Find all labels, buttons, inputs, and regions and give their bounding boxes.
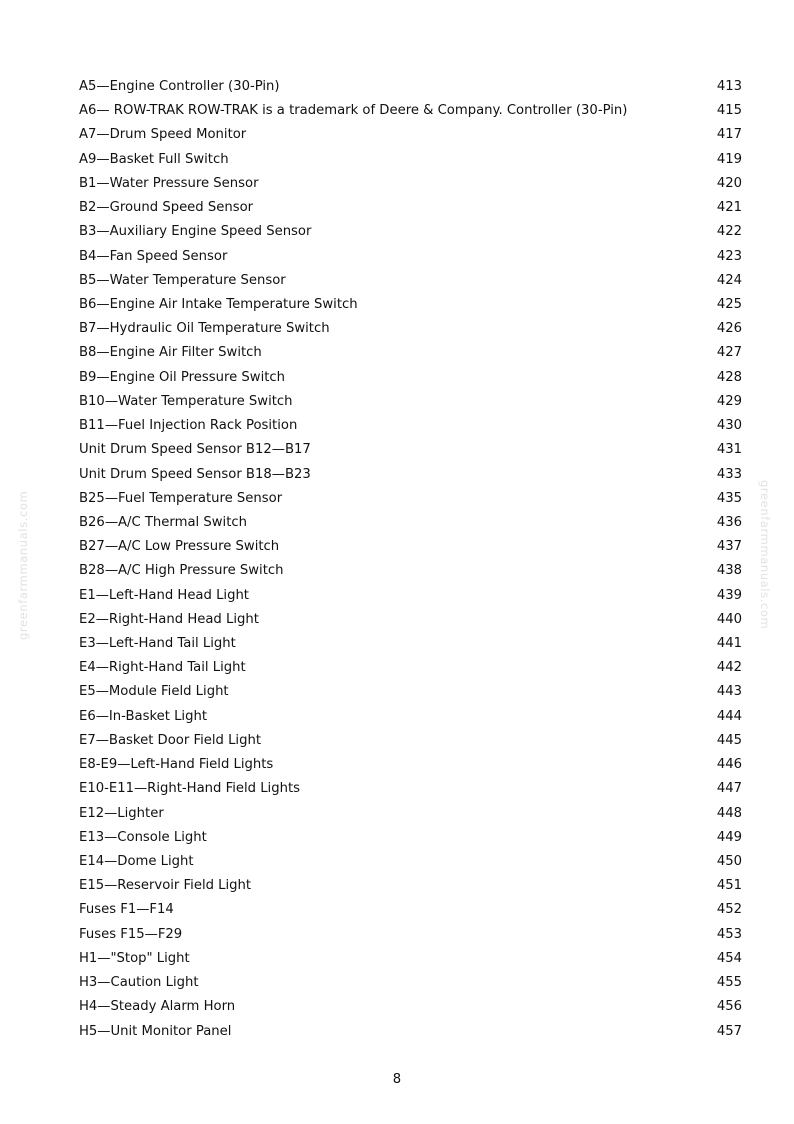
toc-entry-title: Fuses F1—F14 xyxy=(79,902,174,918)
toc-entry[interactable] xyxy=(79,584,742,608)
toc-entry-page-number: 431 xyxy=(716,442,742,458)
toc-entry-page-number: 448 xyxy=(716,805,742,821)
toc-entry[interactable] xyxy=(79,438,742,462)
toc-entry[interactable] xyxy=(79,559,742,583)
toc-entry[interactable] xyxy=(79,196,742,220)
toc-entry[interactable] xyxy=(79,414,742,438)
toc-entry[interactable] xyxy=(79,971,742,995)
toc-entry[interactable] xyxy=(79,680,742,704)
toc-entry-title: B6—Engine Air Intake Temperature Switch xyxy=(79,296,358,312)
toc-entry[interactable] xyxy=(79,535,742,559)
toc-entry[interactable] xyxy=(79,293,742,317)
toc-entry-title: B2—Ground Speed Sensor xyxy=(79,200,254,216)
toc-entry[interactable] xyxy=(79,826,742,850)
toc-entry-title: B1—Water Pressure Sensor xyxy=(79,175,259,191)
toc-entry-title: E4—Right-Hand Tail Light xyxy=(79,660,246,676)
toc-entry-page-number: 426 xyxy=(716,321,742,337)
toc-entry[interactable] xyxy=(79,705,742,729)
toc-entry-page-number: 435 xyxy=(716,490,742,506)
toc-entry-title: B10—Water Temperature Switch xyxy=(79,393,293,409)
toc-entry-title: B25—Fuel Temperature Sensor xyxy=(79,490,283,506)
watermark-right: greenfarmmanuals.com xyxy=(758,480,772,630)
toc-entry-page-number: 446 xyxy=(716,757,742,773)
toc-entry-title: B9—Engine Oil Pressure Switch xyxy=(79,369,286,385)
toc-entry-page-number: 419 xyxy=(716,151,742,167)
toc-entry[interactable] xyxy=(79,487,742,511)
toc-entry-title: A7—Drum Speed Monitor xyxy=(79,127,247,143)
toc-entry[interactable] xyxy=(79,729,742,753)
toc-entry[interactable] xyxy=(79,390,742,414)
toc-entry[interactable] xyxy=(79,99,742,123)
toc-entry-title: E10-E11—Right-Hand Field Lights xyxy=(79,781,300,797)
page-number: 8 xyxy=(392,1072,402,1087)
toc-entry[interactable] xyxy=(79,463,742,487)
toc-entry[interactable] xyxy=(79,148,742,172)
toc-entry-page-number: 442 xyxy=(716,660,742,676)
toc-entry-page-number: 413 xyxy=(716,79,742,94)
toc-entry-title: B26—A/C Thermal Switch xyxy=(79,514,247,530)
toc-entry-page-number: 454 xyxy=(716,950,742,966)
toc-entry[interactable] xyxy=(79,802,742,826)
toc-entry[interactable] xyxy=(79,947,742,971)
toc-entry[interactable] xyxy=(79,245,742,269)
toc-entry-title: B5—Water Temperature Sensor xyxy=(79,272,286,288)
toc-entry-title: E5—Module Field Light xyxy=(79,684,229,700)
toc-entry[interactable] xyxy=(79,995,742,1019)
toc-entry-title: B7—Hydraulic Oil Temperature Switch xyxy=(79,321,330,337)
toc-entry-page-number: 427 xyxy=(716,345,742,361)
toc-entry[interactable] xyxy=(79,366,742,390)
toc-entry[interactable] xyxy=(79,632,742,656)
toc-entry-title: B28—A/C High Pressure Switch xyxy=(79,563,284,579)
toc-entry-page-number: 452 xyxy=(716,902,742,918)
toc-entry-page-number: 425 xyxy=(716,296,742,312)
toc-entry-page-number: 424 xyxy=(716,272,742,288)
toc-entry-page-number: 417 xyxy=(716,127,742,143)
toc-entry-title: B3—Auxiliary Engine Speed Sensor xyxy=(79,224,312,240)
toc-entry-page-number: 436 xyxy=(716,514,742,530)
toc-entry[interactable] xyxy=(79,777,742,801)
toc-entry-title: B27—A/C Low Pressure Switch xyxy=(79,539,280,555)
toc-entry-page-number: 420 xyxy=(716,175,742,191)
toc-entry[interactable] xyxy=(79,656,742,680)
toc-entry-title: A5—Engine Controller (30-Pin) xyxy=(79,79,280,94)
table-of-contents xyxy=(79,75,742,1044)
toc-entry-title: H4—Steady Alarm Horn xyxy=(79,999,236,1015)
toc-entry[interactable] xyxy=(79,341,742,365)
toc-entry-title: E15—Reservoir Field Light xyxy=(79,878,252,894)
toc-entry[interactable] xyxy=(79,220,742,244)
toc-entry-title: B11—Fuel Injection Rack Position xyxy=(79,418,298,434)
toc-entry-title: E3—Left-Hand Tail Light xyxy=(79,636,236,652)
toc-entry-title: E14—Dome Light xyxy=(79,854,194,869)
toc-entry-title: A9—Basket Full Switch xyxy=(79,151,229,167)
toc-entry-page-number: 449 xyxy=(716,829,742,845)
toc-entry-title: E7—Basket Door Field Light xyxy=(79,732,261,748)
toc-entry-title: E8-E9—Left-Hand Field Lights xyxy=(79,757,274,773)
toc-entry-page-number: 445 xyxy=(716,732,742,748)
toc-entry[interactable] xyxy=(79,753,742,777)
toc-entry-page-number: 440 xyxy=(716,611,742,627)
toc-entry-page-number: 450 xyxy=(716,854,742,869)
toc-entry-title: Unit Drum Speed Sensor B18—B23 xyxy=(79,466,311,482)
toc-entry-page-number: 439 xyxy=(716,587,742,603)
toc-entry[interactable] xyxy=(79,511,742,535)
toc-entry-page-number: 444 xyxy=(716,708,742,724)
toc-entry-title: Fuses F15—F29 xyxy=(79,926,183,942)
toc-entry-title: B4—Fan Speed Sensor xyxy=(79,248,228,264)
toc-entry-page-number: 423 xyxy=(716,248,742,264)
toc-entry[interactable] xyxy=(79,1020,742,1044)
toc-entry-title: E2—Right-Hand Head Light xyxy=(79,611,259,627)
toc-entry-page-number: 455 xyxy=(716,975,742,991)
toc-entry-page-number: 437 xyxy=(716,539,742,555)
toc-entry-page-number: 456 xyxy=(716,999,742,1015)
toc-entry-title: H5—Unit Monitor Panel xyxy=(79,1023,232,1039)
toc-entry-title: E6—In-Basket Light xyxy=(79,708,207,724)
toc-entry-page-number: 422 xyxy=(716,224,742,240)
toc-entry-page-number: 447 xyxy=(716,781,742,797)
toc-entry-page-number: 457 xyxy=(716,1023,742,1039)
toc-entry[interactable] xyxy=(79,874,742,898)
toc-entry-title: H1—"Stop" Light xyxy=(79,950,190,966)
toc-entry-title: E12—Lighter xyxy=(79,805,164,821)
toc-entry-page-number: 421 xyxy=(716,200,742,216)
toc-entry-page-number: 443 xyxy=(716,684,742,700)
toc-entry-page-number: 429 xyxy=(716,393,742,409)
toc-entry[interactable] xyxy=(79,898,742,922)
toc-entry[interactable] xyxy=(79,75,742,99)
watermark-left: greenfarmmanuals.com xyxy=(16,490,30,640)
toc-entry[interactable] xyxy=(79,269,742,293)
toc-entry-title: B8—Engine Air Filter Switch xyxy=(79,345,262,361)
toc-entry[interactable] xyxy=(79,317,742,341)
toc-entry-title: A6— ROW-TRAK ROW-TRAK is a trademark of Deere & Company. Controller (30-Pin) xyxy=(79,103,628,119)
toc-entry-title: H3—Caution Light xyxy=(79,975,199,991)
toc-entry-page-number: 441 xyxy=(716,636,742,652)
toc-entry[interactable] xyxy=(79,850,742,874)
toc-entry[interactable] xyxy=(79,608,742,632)
toc-entry[interactable] xyxy=(79,172,742,196)
toc-entry-title: E1—Left-Hand Head Light xyxy=(79,587,249,603)
toc-entry-page-number: 433 xyxy=(716,466,742,482)
toc-entry-page-number: 428 xyxy=(716,369,742,385)
toc-entry[interactable] xyxy=(79,923,742,947)
toc-entry-page-number: 451 xyxy=(716,878,742,894)
toc-entry-title: Unit Drum Speed Sensor B12—B17 xyxy=(79,442,311,458)
toc-entry-page-number: 438 xyxy=(716,563,742,579)
toc-entry-title: E13—Console Light xyxy=(79,829,207,845)
toc-entry-page-number: 430 xyxy=(716,418,742,434)
toc-entry-page-number: 415 xyxy=(716,103,742,119)
toc-entry-page-number: 453 xyxy=(716,926,742,942)
toc-entry[interactable] xyxy=(79,123,742,147)
